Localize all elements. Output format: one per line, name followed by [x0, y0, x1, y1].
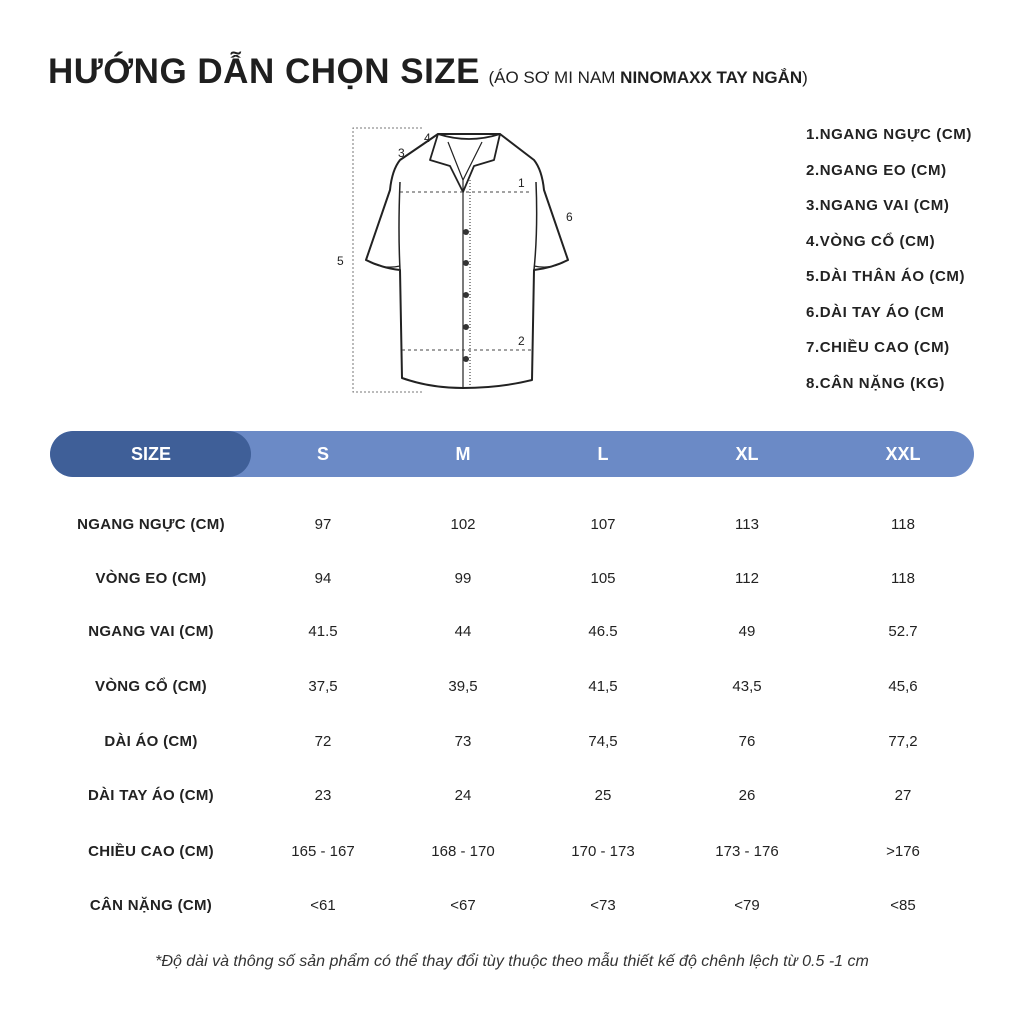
marker-6: 6 [566, 210, 573, 224]
legend-item: 1.NGANG NGỰC (CM) [806, 126, 972, 143]
table-cell: 74,5 [588, 733, 618, 750]
table-row [0, 837, 1024, 867]
table-cell: >176 [886, 843, 920, 860]
table-cell: 112 [735, 570, 759, 587]
table-cell: 23 [314, 787, 332, 804]
table-cell: <67 [450, 897, 476, 914]
table-cell: 26 [738, 787, 756, 804]
table-cell: 72 [314, 733, 332, 750]
table-cell: 44 [454, 623, 472, 640]
row-label: NGANG VAI (CM) [88, 623, 214, 640]
shirt-measurement-diagram [330, 120, 590, 405]
table-cell: <85 [890, 897, 916, 914]
table-cell: 77,2 [888, 733, 918, 750]
table-cell: 94 [314, 570, 332, 587]
table-cell: 168 - 170 [431, 843, 495, 860]
header-size-2: M [455, 444, 471, 464]
legend-item: 8.CÂN NẶNG (KG) [806, 374, 945, 392]
row-label: CHIỀU CAO (CM) [88, 843, 214, 860]
page-title [48, 52, 808, 92]
table-cell: <73 [590, 897, 616, 914]
footnote: *Độ dài và thông số sản phẩm có thể thay đổi tùy thuộc theo mẫu thiết kế độ chênh lệch từ 0.5 -1 cm [155, 953, 869, 970]
title-main: HƯỚNG DẪN CHỌN SIZE [48, 52, 481, 91]
table-cell: 49 [738, 623, 756, 640]
table-cell: 52.7 [888, 623, 918, 640]
table-row [0, 727, 1024, 757]
table-row [0, 510, 1024, 540]
table-cell: 37,5 [308, 678, 338, 695]
header-size-label: SIZE [130, 444, 172, 464]
table-cell: 118 [891, 516, 915, 533]
shirt-illustration [330, 120, 590, 405]
table-cell: 99 [454, 570, 472, 587]
title-brand: NINOMAXX TAY NGẮN [620, 68, 803, 87]
legend-item: 4.VÒNG CỔ (CM) [806, 232, 936, 250]
table-cell: 170 - 173 [571, 843, 635, 860]
row-label: VÒNG CỔ (CM) [95, 678, 207, 695]
row-label: DÀI ÁO (CM) [104, 733, 198, 750]
measurement-legend [806, 124, 972, 408]
table-cell: 25 [594, 787, 612, 804]
table-cell: 41.5 [308, 623, 338, 640]
table-row [0, 891, 1024, 921]
table-row [0, 672, 1024, 702]
table-cell: 27 [894, 787, 912, 804]
table-cell: 41,5 [588, 678, 618, 695]
marker-1: 1 [518, 176, 525, 190]
header-size-4: XL [735, 444, 759, 464]
table-cell: 39,5 [448, 678, 478, 695]
marker-2: 2 [518, 334, 525, 348]
legend-item: 3.NGANG VAI (CM) [806, 197, 950, 214]
header-size-3: L [597, 444, 609, 464]
table-cell: 76 [738, 733, 756, 750]
row-label: CÂN NẶNG (CM) [89, 897, 213, 914]
table-row [0, 617, 1024, 647]
table-cell: 24 [454, 787, 472, 804]
table-cell: 43,5 [732, 678, 762, 695]
row-label: VÒNG EO (CM) [95, 570, 207, 587]
row-label: NGANG NGỰC (CM) [77, 516, 225, 533]
table-cell: 46.5 [588, 623, 618, 640]
marker-5: 5 [337, 254, 344, 268]
table-cell: 45,6 [888, 678, 918, 695]
table-row [0, 781, 1024, 811]
table-cell: 107 [590, 516, 616, 533]
title-sub-close: ) [802, 68, 808, 87]
table-cell: 165 - 167 [291, 843, 355, 860]
row-label: DÀI TAY ÁO (CM) [88, 787, 214, 804]
table-row [0, 564, 1024, 594]
legend-item: 2.NGANG EO (CM) [806, 161, 947, 179]
marker-3: 3 [398, 146, 405, 160]
table-cell: 105 [590, 570, 616, 587]
legend-item: 6.DÀI TAY ÁO (CM [806, 303, 945, 321]
size-header-bar [50, 431, 974, 477]
table-cell: 118 [891, 570, 915, 587]
legend-item: 5.DÀI THÂN ÁO (CM) [806, 268, 966, 285]
header-size-5: XXL [885, 444, 921, 464]
table-cell: 173 - 176 [715, 843, 779, 860]
marker-4: 4 [424, 131, 431, 145]
table-cell: <79 [734, 897, 760, 914]
header-size-1: S [316, 444, 330, 464]
table-cell: 102 [450, 516, 476, 533]
table-cell: <61 [310, 897, 336, 914]
table-cell: 73 [454, 733, 472, 750]
table-cell: 113 [735, 516, 759, 533]
title-sub-open: (ÁO SƠ MI NAM [488, 68, 621, 87]
legend-item: 7.CHIỀU CAO (CM) [806, 339, 950, 356]
table-cell: 97 [314, 516, 332, 533]
title-subtitle [488, 68, 807, 87]
